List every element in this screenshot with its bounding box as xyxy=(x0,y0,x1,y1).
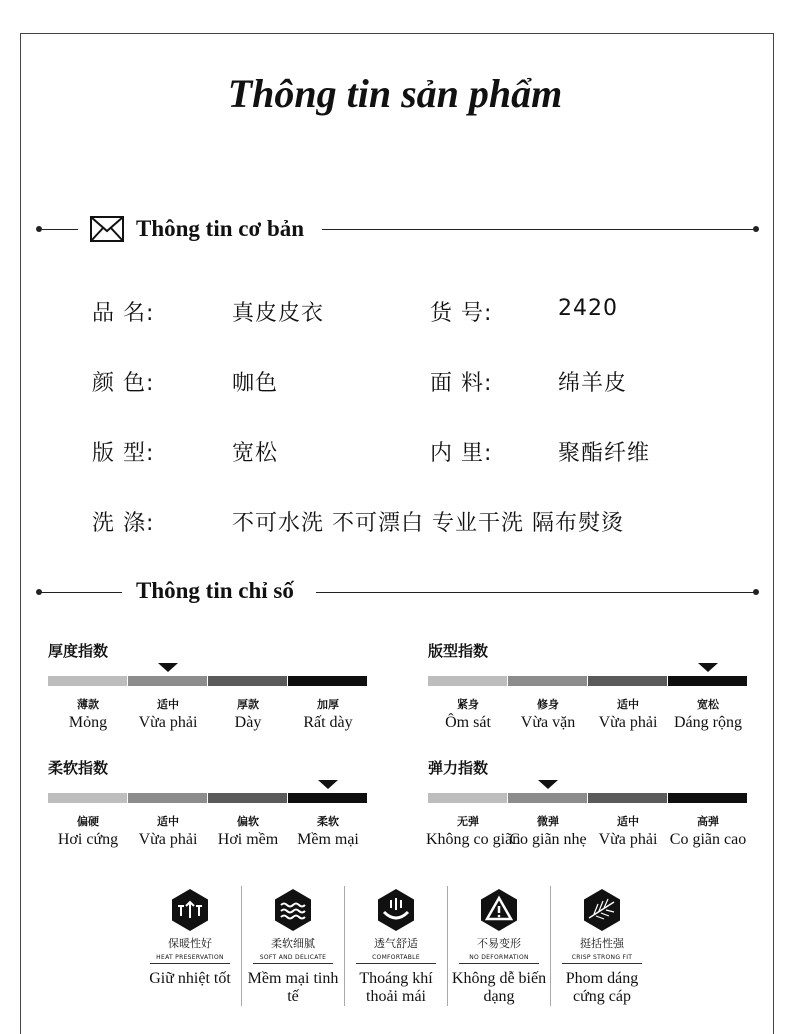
index-bar-segment xyxy=(48,676,127,686)
basic-info-heading: Thông tin cơ bản xyxy=(136,216,305,241)
index-segment-cn: 紧身 xyxy=(457,698,479,711)
index-info-heading: Thông tin chỉ số xyxy=(136,578,294,603)
index-segment-cn: 适中 xyxy=(157,815,179,828)
index-segment-cn: 修身 xyxy=(537,698,559,711)
index-segment-vi: Hơi cứng xyxy=(57,831,119,848)
index-segment-cn: 无弹 xyxy=(457,815,479,828)
index-segment-cn: 厚款 xyxy=(237,698,259,711)
info-value: 宽松 xyxy=(232,441,279,466)
index-segment-cn: 偏软 xyxy=(237,815,259,828)
index-segment-cn: 加厚 xyxy=(317,698,339,711)
index-pointer-icon xyxy=(318,780,338,789)
index-segment-cn: 微弹 xyxy=(537,815,559,828)
index-segment-vi: Mềm mại xyxy=(297,831,359,848)
index-bar-segment xyxy=(668,676,747,686)
index-bar-segment xyxy=(508,793,587,803)
index-segment-cn: 适中 xyxy=(617,815,639,828)
section-divider-right xyxy=(322,229,754,230)
section-dot-right xyxy=(753,589,759,595)
heat-retention-icon xyxy=(168,888,212,932)
index-pointer-icon xyxy=(698,663,718,672)
info-value: 真皮皮衣 xyxy=(232,301,325,326)
index-pointer-icon xyxy=(538,780,558,789)
index-bar-segment xyxy=(668,793,747,803)
feature-label-cn: 保暖性好 xyxy=(168,937,212,950)
index-segment-vi: Vừa phải xyxy=(138,714,198,731)
feature-label-cn: 透气舒适 xyxy=(374,937,418,950)
index-segment-cn: 适中 xyxy=(157,698,179,711)
info-label: 货 号: xyxy=(430,301,493,326)
info-value: 咖色 xyxy=(232,371,279,396)
info-value: 2420 xyxy=(558,296,618,321)
info-label: 面 料: xyxy=(430,371,493,396)
wave-soft-icon xyxy=(271,888,315,932)
index-segment-vi: Hơi mềm xyxy=(217,831,279,848)
feature-label-vi: Phom dáng cứng cáp xyxy=(565,970,639,1005)
index-segment-vi: Vừa phải xyxy=(138,831,198,848)
index-segment-vi: Ôm sát xyxy=(445,714,491,731)
feature-item xyxy=(241,888,345,1006)
index-title: 厚度指数 xyxy=(48,642,109,660)
warning-triangle-icon xyxy=(477,888,521,932)
feature-label-en: CRISP STRONG FIT xyxy=(562,954,642,964)
index-segment-vi: Dày xyxy=(234,714,262,731)
index-bar-segment xyxy=(128,793,207,803)
index-segment-vi: Mỏng xyxy=(68,714,108,731)
info-value: 不可水洗 不可漂白 专业干洗 隔布熨烫 xyxy=(232,511,624,536)
index-segment-cn: 薄款 xyxy=(77,698,99,711)
index-segment-vi: Không co giãn xyxy=(426,831,521,848)
info-label: 品 名: xyxy=(92,301,155,326)
feature-label-cn: 不易变形 xyxy=(477,937,521,950)
feature-item xyxy=(550,888,654,1006)
index-bar-segment xyxy=(508,676,587,686)
index-segment-cn: 偏硬 xyxy=(77,815,99,828)
feature-label-cn: 挺括性强 xyxy=(580,937,624,950)
info-label: 洗 涤: xyxy=(92,511,155,536)
info-label: 版 型: xyxy=(92,441,155,466)
index-segment-vi: Rất dày xyxy=(303,714,353,731)
feature-label-vi: Giữ nhiệt tốt xyxy=(149,970,231,987)
info-value: 绵羊皮 xyxy=(558,371,628,396)
index-bar-segment xyxy=(128,676,207,686)
index-title: 弹力指数 xyxy=(428,759,489,777)
index-bar-segment xyxy=(588,793,667,803)
index-bar-segment xyxy=(208,676,287,686)
index-segment-vi: Vừa vặn xyxy=(520,714,576,731)
index-bar-segment xyxy=(288,676,367,686)
feature-label-en: COMFORTABLE xyxy=(356,954,436,964)
info-value: 聚酯纤维 xyxy=(558,441,651,466)
index-bar-segment xyxy=(48,793,127,803)
breathable-icon xyxy=(374,888,418,932)
index-pointer-icon xyxy=(158,663,178,672)
index-bar-segment xyxy=(428,793,507,803)
index-segment-vi: Co giãn nhẹ xyxy=(509,831,587,848)
feature-label-vi: Mềm mại tinh tế xyxy=(247,970,339,1005)
index-bar-segment xyxy=(588,676,667,686)
feather-icon xyxy=(580,888,624,932)
index-bar-segment xyxy=(208,793,287,803)
feature-label-en: HEAT PRESERVATION xyxy=(150,954,230,964)
index-bar-segment xyxy=(288,793,367,803)
envelope-icon xyxy=(90,216,124,242)
index-segment-cn: 适中 xyxy=(617,698,639,711)
page-title: Thông tin sản phẩm xyxy=(227,71,563,116)
index-segment-cn: 柔软 xyxy=(317,815,339,828)
feature-label-cn: 柔软细腻 xyxy=(271,937,315,950)
info-label: 内 里: xyxy=(430,441,493,466)
feature-label-vi: Không dễ biến dạng xyxy=(451,970,547,1005)
section-divider-right xyxy=(316,592,754,593)
section-dot-right xyxy=(753,226,759,232)
index-segment-cn: 高弹 xyxy=(697,815,719,828)
section-divider-left xyxy=(40,592,122,593)
feature-item xyxy=(138,888,242,988)
feature-label-en: SOFT AND DELICATE xyxy=(253,954,333,964)
feature-label-vi: Thoáng khí thoải mái xyxy=(359,970,433,1005)
index-bar-segment xyxy=(428,676,507,686)
index-title: 版型指数 xyxy=(428,642,489,660)
index-segment-vi: Co giãn cao xyxy=(669,831,747,848)
index-segment-cn: 宽松 xyxy=(697,698,719,711)
section-divider-left xyxy=(40,229,78,230)
index-segment-vi: Dáng rộng xyxy=(674,714,742,731)
feature-item xyxy=(344,888,448,1006)
info-label: 颜 色: xyxy=(92,371,155,396)
index-segment-vi: Vừa phải xyxy=(598,714,658,731)
index-segment-vi: Vừa phải xyxy=(598,831,658,848)
feature-item xyxy=(447,888,551,1006)
index-title: 柔软指数 xyxy=(48,759,109,777)
feature-label-en: NO DEFORMATION xyxy=(459,954,539,964)
